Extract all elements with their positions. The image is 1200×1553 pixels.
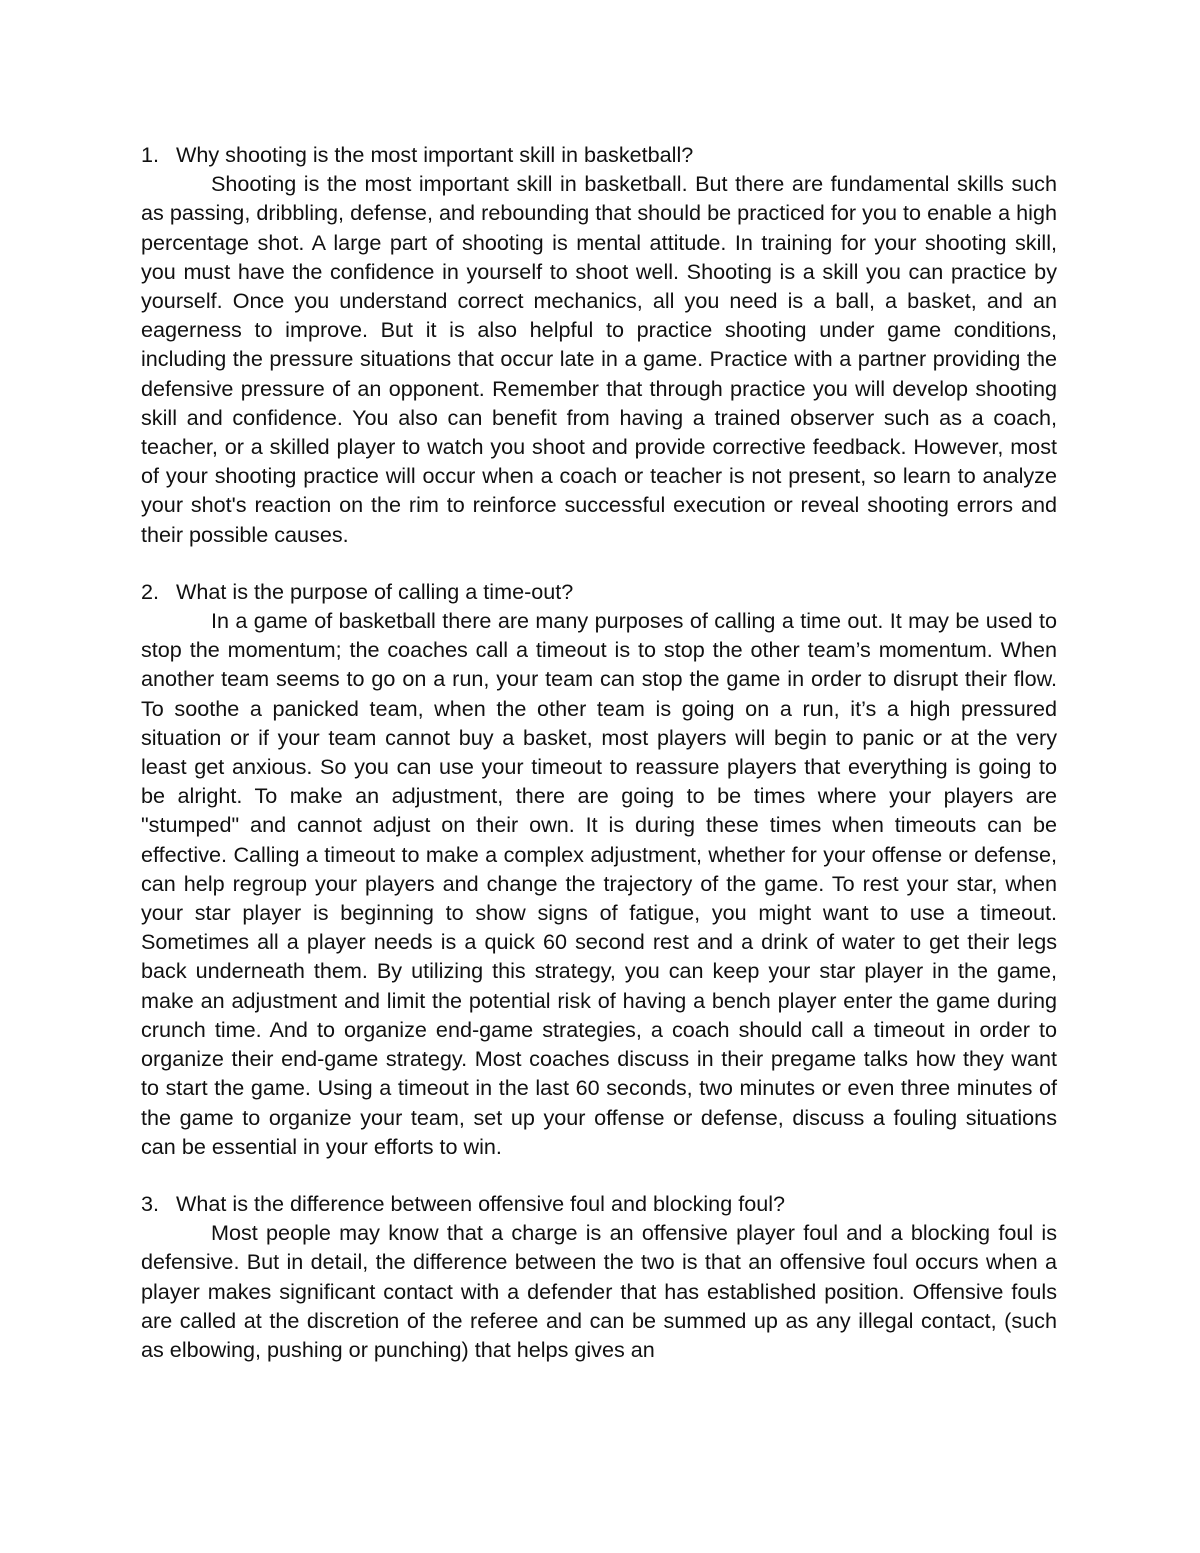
- question-heading: [141, 140, 1057, 169]
- document-body: [141, 140, 1057, 1364]
- question-text: What is the difference between offensive foul and blocking foul?: [176, 1190, 786, 1216]
- question-number: 3.: [141, 1190, 160, 1216]
- question-number: 2.: [141, 578, 160, 604]
- question-text: What is the purpose of calling a time-out?: [176, 578, 574, 604]
- answer-paragraph: In a game of basketball there are many purposes of calling a time out. It may be used to stop the momentum; the coaches call a timeout is to stop the other team’s momentum. When another team seems to go on a run, your team can stop the game in order to disrupt their flow. To soothe a panicked team, when the other team is going on a run, it’s a high pressured situation or if your team cannot buy a basket, most players will begin to panic or at the very least get anxious. So you can use your timeout to reassure players that everything is going to be alright. To make an adjustment, there are going to be times where your players are "stumped" and cannot adjust on their own. It is during these times when timeouts can be effective. Calling a timeout to make a complex adjustment, whether for your offense or defense, can help regroup your players and change the trajectory of the game. To rest your star, when your star player is beginning to show signs of fatigue, you might want to use a timeout. Sometimes all a player needs is a quick 60 second rest and a drink of water to get their legs back underneath them. By utilizing this strategy, you can keep your star player in the game, make an adjustment and limit the potential risk of having a bench player enter the game during crunch time. And to organize end-game strategies, a coach should call a timeout in order to organize their end-game strategy. Most coaches discuss in their pregame talks how they want to start the game. Using a timeout in the last 60 seconds, two minutes or even three minutes of the game to organize your team, set up your offense or defense, discuss a fouling situations can be essential in your efforts to win.: [141, 608, 1057, 1159]
- question-block-3: [141, 1189, 1057, 1364]
- paragraph-spacer: [141, 1161, 1057, 1189]
- question-number: 1.: [141, 142, 160, 167]
- answer-paragraph: Shooting is the most important skill in basketball. But there are fundamental skills such as passing, dribbling, defense, and rebounding that should be practiced for you to enable a high percentage shot. A large part of shooting is mental attitude. In training for your shooting skill, you must have the confidence in yourself to shoot well. Shooting is a skill you can practice by yourself. Once you understand correct mechanics, all you need is a ball, a basket, and an eagerness to improve. But it is also helpful to practice shooting under game conditions, including the pressure situations that occur late in a game. Practice with a partner providing the defensive pressure of an opponent. Remember that through practice you will develop shooting skill and confidence. You also can benefit from having a trained observer such as a coach, teacher, or a skilled player to watch you shoot and provide corrective feedback. However, most of your shooting practice will occur when a coach or teacher is not present, so learn to analyze your shot's reaction on the rim to reinforce successful execution or reveal shooting errors and their possible causes.: [141, 171, 1057, 547]
- question-block-1: [141, 140, 1057, 549]
- answer-paragraph: Most people may know that a charge is an offensive player foul and a blocking foul is defensive. But in detail, the difference between the two is that an offensive foul occurs when a player makes significant contact with a defender that has established position. Offensive fouls are called at the discretion of the referee and can be summed up as any illegal contact, (such as elbowing, pushing or punching) that helps gives an: [141, 1220, 1057, 1362]
- question-block-2: [141, 577, 1057, 1161]
- question-heading: [141, 1189, 1057, 1218]
- question-heading: [141, 577, 1057, 606]
- paragraph-spacer: [141, 549, 1057, 577]
- question-text: Why shooting is the most important skill in basketball?: [176, 142, 694, 167]
